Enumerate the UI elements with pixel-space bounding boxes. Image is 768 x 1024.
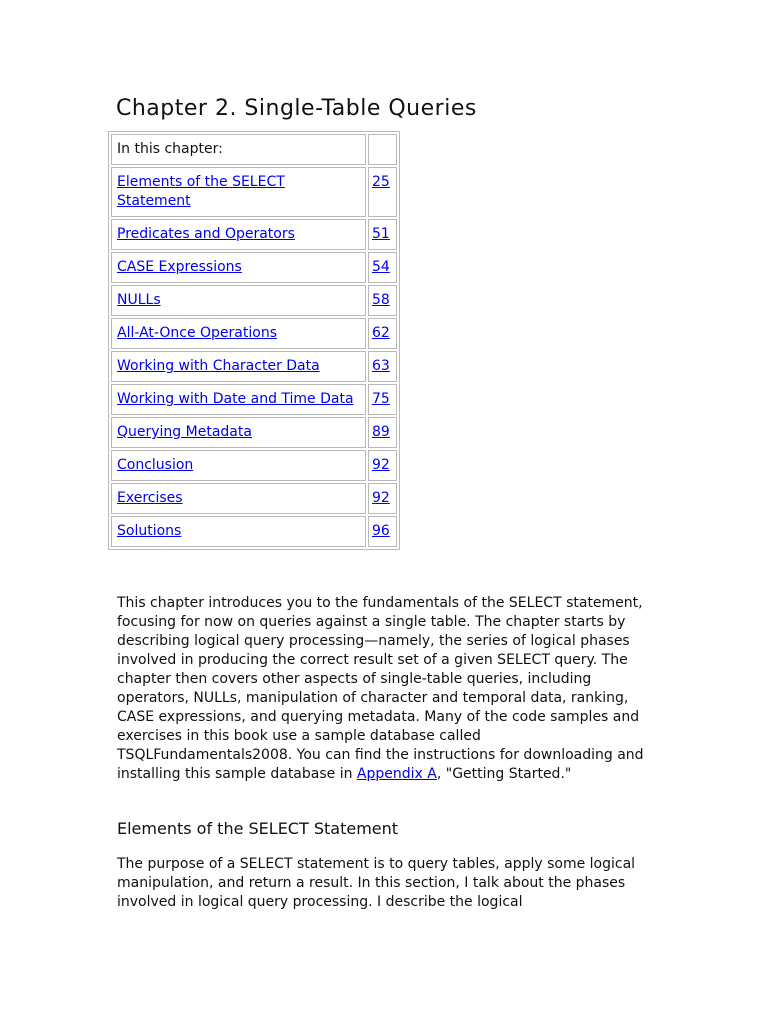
toc-header-page [368, 134, 397, 165]
intro-paragraph [117, 594, 657, 784]
chapter-toc-table [108, 131, 400, 550]
toc-page-link[interactable]: 92 [372, 457, 390, 473]
toc-header-row [111, 134, 397, 165]
toc-link-predicates-and-operators[interactable]: Predicates and Operators [117, 226, 295, 242]
intro-text-end: , "Getting Started." [436, 766, 572, 782]
toc-row [111, 516, 397, 547]
toc-page-link[interactable]: 92 [372, 490, 390, 506]
toc-page-link[interactable]: 54 [372, 259, 390, 275]
toc-link-case-expressions[interactable]: CASE Expressions [117, 259, 242, 275]
toc-page-link[interactable]: 58 [372, 292, 390, 308]
toc-page-link[interactable]: 62 [372, 325, 390, 341]
toc-link-conclusion[interactable]: Conclusion [117, 457, 194, 473]
toc-link-all-at-once-operations[interactable]: All-At-Once Operations [117, 325, 277, 341]
chapter-title: Chapter 2. Single-Table Queries [116, 96, 477, 121]
toc-row [111, 450, 397, 481]
section-paragraph: The purpose of a SELECT statement is to query tables, apply some logical manipulation, and return a result. In this section, I talk about the phases involved in logical query processing. I describe the logical [117, 856, 636, 910]
toc-row [111, 483, 397, 514]
toc-row [111, 167, 397, 217]
toc-link-date-and-time-data[interactable]: Working with Date and Time Data [117, 391, 354, 407]
toc-page-link[interactable]: 89 [372, 424, 390, 440]
toc-row [111, 351, 397, 382]
toc-page-link[interactable]: 75 [372, 391, 390, 407]
toc-link-nulls[interactable]: NULLs [117, 292, 161, 308]
toc-link-character-data[interactable]: Working with Character Data [117, 358, 320, 374]
appendix-a-link[interactable]: Appendix A [356, 766, 437, 782]
toc-link-elements-of-select[interactable]: Elements of the SELECT Statement [117, 174, 285, 209]
toc-page-link[interactable]: 96 [372, 523, 390, 539]
toc-page-link[interactable]: 51 [372, 226, 390, 242]
toc-row [111, 384, 397, 415]
toc-link-solutions[interactable]: Solutions [117, 523, 182, 539]
toc-header-label: In this chapter: [111, 134, 366, 165]
intro-text: This chapter introduces you to the fundamentals of the SELECT statement, focusing for now on queries against a single table. The chapter starts by describing logical query processing—namely, the series of logical phases involved in producing the correct result set of a given SELECT query. The chapter then covers other aspects of single-table queries, including operators, NULLs, manipulation of character and temporal data, ranking, CASE expressions, and querying metadata. Many of the code samples and exercises in this book use a sample database called TSQLFundamentals2008. You can find the instructions for downloading and installing this sample database in [117, 595, 644, 782]
toc-page-link[interactable]: 63 [372, 358, 390, 374]
toc-row [111, 285, 397, 316]
toc-row [111, 219, 397, 250]
toc-row [111, 318, 397, 349]
toc-row [111, 417, 397, 448]
toc-link-querying-metadata[interactable]: Querying Metadata [117, 424, 252, 440]
toc-page-link[interactable]: 25 [372, 174, 390, 190]
toc-link-exercises[interactable]: Exercises [117, 490, 183, 506]
section-heading: Elements of the SELECT Statement [117, 819, 399, 838]
toc-row [111, 252, 397, 283]
